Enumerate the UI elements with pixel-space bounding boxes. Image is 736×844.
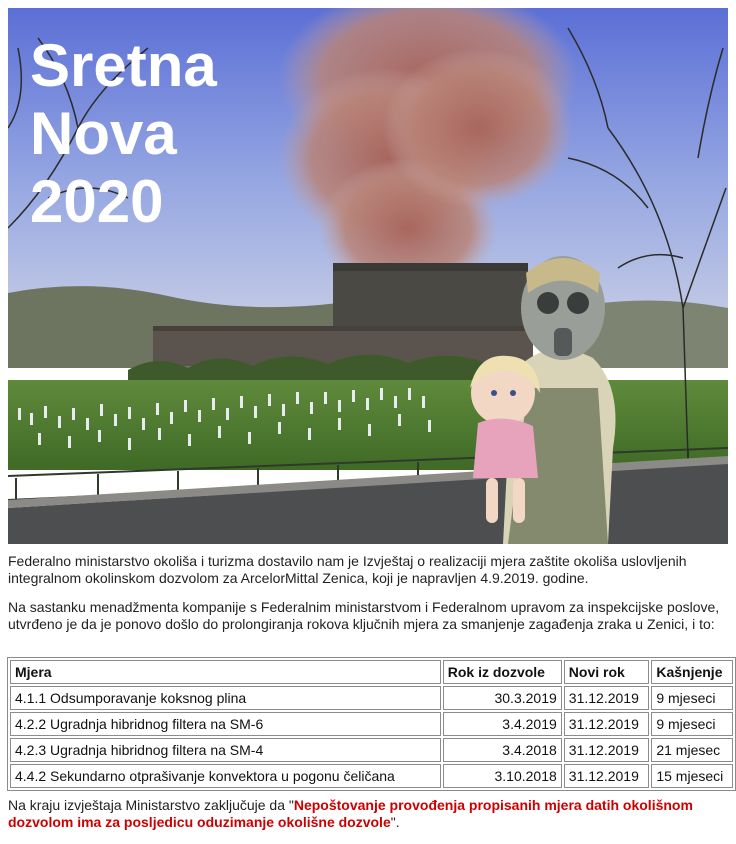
- table-row: [10, 712, 733, 736]
- cell-new-deadline: 31.12.2019: [564, 764, 650, 788]
- table-row: [10, 686, 733, 710]
- cell-delay: 9 mjeseci: [651, 712, 733, 736]
- column-header-delay: Kašnjenje: [651, 660, 733, 684]
- measures-table: [7, 657, 736, 791]
- cell-permit-deadline: 3.4.2018: [443, 738, 562, 762]
- column-header-permit-deadline: Rok iz dozvole: [443, 660, 562, 684]
- cell-measure: 4.4.2 Sekundarno otprašivanje konvektora u pogonu čeličana: [10, 764, 441, 788]
- table-row: [10, 764, 733, 788]
- table-row: [10, 738, 733, 762]
- cell-permit-deadline: 3.10.2018: [443, 764, 562, 788]
- conclusion-paragraph: [8, 797, 728, 831]
- cell-new-deadline: 31.12.2019: [564, 686, 650, 710]
- cell-measure: 4.2.3 Ugradnja hibridnog filtera na SM-4: [10, 738, 441, 762]
- intro-paragraph: Federalno ministarstvo okoliša i turizma dostavilo nam je Izvještaj o realizaciji mjera zaštite okoliša uslovljenih integralnom okolinskom dozvolom za ArcelorMittal Zenica, koji je napravljen 4.9.2019. godine.: [8, 553, 687, 586]
- headline-line: Sretna: [30, 32, 217, 99]
- cell-delay: 9 mjeseci: [651, 686, 733, 710]
- meeting-paragraph: Na sastanku menadžmenta kompanije s Federalnim ministarstvom i Federalnom upravom za inspekcijske poslove, utvrđeno je da je ponovo došlo do prolongiranja rokova ključnih mjera za smanjenje zagađenja zraka u Zenici, i to:: [8, 599, 720, 632]
- cell-new-deadline: 31.12.2019: [564, 738, 650, 762]
- cell-delay: 21 mjesec: [651, 738, 733, 762]
- cell-measure: 4.2.2 Ugradnja hibridnog filtera na SM-6: [10, 712, 441, 736]
- road: [8, 463, 728, 544]
- cell-measure: 4.1.1 Odsumporavanje koksnog plina: [10, 686, 441, 710]
- cell-permit-deadline: 3.4.2019: [443, 712, 562, 736]
- hero-photo: [8, 8, 728, 544]
- cell-delay: 15 mjeseci: [651, 764, 733, 788]
- headline-line: 2020: [30, 168, 164, 235]
- headline-line: Nova: [30, 100, 177, 167]
- column-header-new-deadline: Novi rok: [564, 660, 650, 684]
- column-header-measure: Mjera: [10, 660, 441, 684]
- headline: [30, 32, 217, 236]
- conclusion-prefix: Na kraju izvještaja Ministarstvo zaključuje da ": [8, 797, 294, 813]
- conclusion-quote: Nepoštovanje provođenja propisanih mjera datih okolišnom dozvolom ima za posljedicu oduzimanje okolišne dozvole: [8, 797, 693, 830]
- cell-new-deadline: 31.12.2019: [564, 712, 650, 736]
- conclusion-suffix: ".: [390, 814, 400, 830]
- table-header-row: [10, 660, 733, 684]
- cell-permit-deadline: 30.3.2019: [443, 686, 562, 710]
